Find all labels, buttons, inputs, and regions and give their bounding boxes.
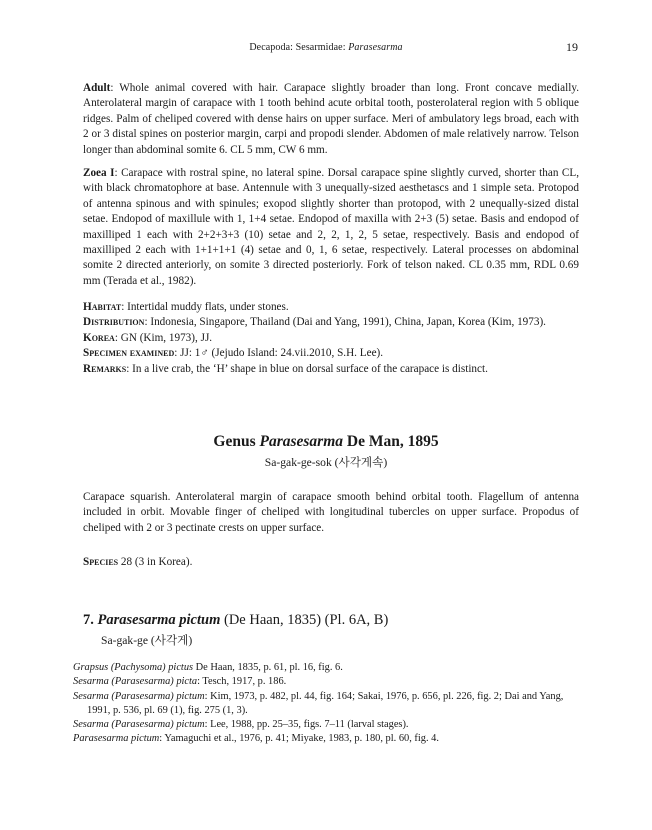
remarks-text: : In a live crab, the ‘H’ shape in blue on dorsal surface of the carapace is distinct. xyxy=(126,362,488,375)
synonym-taxon: Parasesarma pictum xyxy=(73,733,160,745)
species-heading xyxy=(83,612,388,629)
synonym-citation: De Haan, 1835, p. 61, pl. 16, fig. 6. xyxy=(193,662,343,673)
species-number: 7. xyxy=(83,612,98,628)
zoea-description xyxy=(83,166,579,289)
species-info xyxy=(83,300,579,377)
distribution-text: : Indonesia, Singapore, Thailand (Dai and Yang, 1991), China, Japan, Korea (Kim, 1973). xyxy=(144,316,546,329)
synonymy-entry xyxy=(73,732,583,746)
synonym-taxon: Sesarma (Parasesarma) pictum xyxy=(73,719,205,731)
adult-label: Adult xyxy=(83,82,111,94)
habitat-text: : Intertidal muddy flats, under stones. xyxy=(121,301,289,313)
synonym-citation: : Kim, 1973, p. 482, pl. 44, fig. 164; Sakai, 1976, p. 656, pl. 226, fig. 2; Dai and Yang, 1991, p. 536, pl. 69 (1), fig. 275 (1, 3). xyxy=(87,690,564,716)
distribution-line xyxy=(83,315,579,330)
synonymy-entry xyxy=(73,690,583,719)
adult-description xyxy=(83,81,579,158)
genus-heading xyxy=(0,433,652,451)
habitat-line xyxy=(83,300,579,315)
synonym-taxon: Sesarma (Parasesarma) pictum xyxy=(73,690,205,702)
running-head-prefix: Decapoda: Sesarmidae: xyxy=(249,42,349,53)
species-authority: (De Haan, 1835) (Pl. 6A, B) xyxy=(220,612,389,628)
zoea-label: Zoea I xyxy=(83,167,115,179)
genus-prefix: Genus xyxy=(213,433,260,450)
synonym-citation: : Lee, 1988, pp. 25–35, figs. 7–11 (larval stages). xyxy=(204,719,409,731)
synonym-citation: : Yamaguchi et al., 1976, p. 41; Miyake, 1983, p. 180, pl. 60, fig. 4. xyxy=(159,733,439,745)
genus-name: Parasesarma xyxy=(259,433,344,450)
page-number: 19 xyxy=(566,40,578,54)
genus-korean-name: Sa-gak-ge-sok (사각게속) xyxy=(264,456,388,469)
korea-line xyxy=(83,331,579,346)
habitat-label: Habitat xyxy=(83,301,122,313)
genus-description-text: Carapace squarish. Anterolateral margin of carapace smooth behind orbital tooth. Flagellum of antenna included in orbit. Movable finger of cheliped with longitudinal tubercles on upper surface. Propodus of cheliped with 2 or 3 pectinate crests on upper surface. xyxy=(83,491,579,534)
korea-label: Korea xyxy=(83,331,115,344)
species-count-label: Species xyxy=(83,556,119,568)
species-count-text: 28 (3 in Korea). xyxy=(118,556,193,568)
adult-text: : Whole animal covered with hair. Carapace slightly broader than long. Front concave medially. Anterolateral margin of carapace with 1 tooth behind acute orbital tooth, posterolateral region with 5 oblique ridges. Palm of cheliped covered with dense hairs on upper surface. Meri of ambulatory legs broad, each with 2 or 3 distal spines on posterior margin, carpi and propodi slender. Abdomen of male relatively narrow. Telson longer than abdominal somite 6. CL 5 mm, CW 6 mm. xyxy=(83,82,579,156)
synonym-taxon: Grapsus (Pachysoma) pictus xyxy=(73,662,194,673)
synonym-citation: : Tesch, 1917, p. 186. xyxy=(197,676,287,688)
synonymy-list xyxy=(73,661,583,747)
synonymy-entry xyxy=(73,675,583,689)
running-head-genus: Parasesarma xyxy=(348,42,403,53)
synonymy-entry xyxy=(73,718,583,732)
species-korean-name: Sa-gak-ge (사각게) xyxy=(101,634,193,647)
species-name: Parasesarma pictum xyxy=(97,612,221,628)
remarks-line xyxy=(83,362,579,377)
genus-species-count xyxy=(83,555,579,570)
distribution-label: Distribution xyxy=(83,316,145,329)
synonym-taxon: Sesarma (Parasesarma) picta xyxy=(73,676,198,688)
remarks-label: Remarks xyxy=(83,362,127,375)
specimen-text: : JJ: 1♂ (Jejudo Island: 24.vii.2010, S.H. Lee). xyxy=(174,347,384,360)
zoea-text: : Carapace with rostral spine, no lateral spine. Dorsal carapace spine slightly curved, shorter than CL, with black chromatophore at base. Antennule with 3 unequally-sized aesthetascs and 1 simple seta. Protopod of antenna spinous and with spinules; exopod slightly shorter than protopod, with 2 unequally-sized distal setae. Endopod of maxillule with 1, 1+4 setae. Endopod of maxilla with 2+3 (5) setae. Basis and endopod of maxilliped 1 each with 2+2+3+3 (10) setae and 2, 2, 1, 2, 5 setae, respectively. Basis and endopod of maxilliped 2 each with 1+1+1+1 (4) setae and 0, 1, 6 setae, respectively. Lateral processes on abdominal somite 2 directed anteriorly, on somite 3 directed posteriorly. Fork of telson naked. CL 0.35 mm, RDL 0.69 mm (Terada et al., 1982). xyxy=(83,167,580,287)
genus-description xyxy=(83,490,579,536)
korea-text: : GN (Kim, 1973), JJ. xyxy=(114,331,213,344)
specimen-label: Specimen examined xyxy=(83,347,175,360)
synonymy-entry xyxy=(73,661,583,675)
running-head xyxy=(0,42,652,53)
specimen-line xyxy=(83,346,579,361)
genus-authority: De Man, 1895 xyxy=(343,433,439,450)
